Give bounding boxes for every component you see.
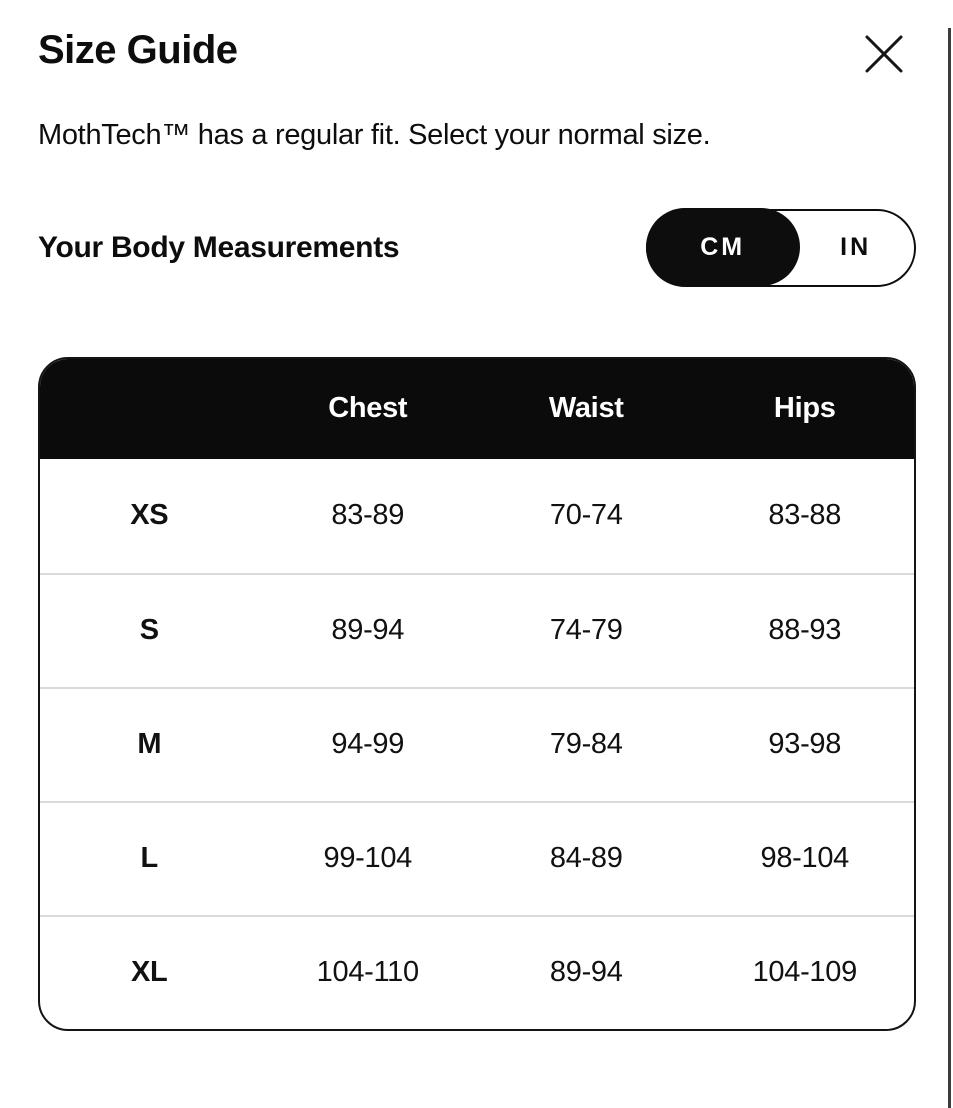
waist-cell: 74-79: [549, 614, 623, 647]
close-button[interactable]: [862, 32, 906, 76]
waist-cell: 70-74: [549, 499, 623, 532]
dialog-header: [38, 28, 916, 76]
hips-cell: 93-98: [768, 728, 842, 761]
hips-cell: 98-104: [760, 842, 849, 875]
table-row: [40, 801, 914, 915]
chest-cell: 99-104: [323, 842, 412, 875]
size-cell: S: [139, 614, 159, 647]
size-table-header-row: [40, 359, 914, 459]
chest-cell: 94-99: [331, 728, 405, 761]
fit-description: MothTech™ has a regular fit. Select your normal size.: [38, 119, 711, 151]
dialog-title: Size Guide: [38, 28, 238, 72]
size-cell: XS: [130, 499, 169, 532]
measurements-heading: Your Body Measurements: [38, 230, 400, 264]
chest-cell: 89-94: [331, 614, 405, 647]
waist-cell: 79-84: [549, 728, 623, 761]
waist-cell: 89-94: [549, 956, 623, 989]
waist-cell: 84-89: [549, 842, 623, 875]
column-header-waist: Waist: [548, 392, 624, 425]
size-cell: M: [137, 728, 162, 761]
size-cell: L: [140, 842, 158, 875]
table-row: [40, 459, 914, 573]
size-cell: XL: [131, 956, 168, 989]
column-header-chest: Chest: [328, 392, 408, 425]
column-header-hips: Hips: [773, 392, 836, 425]
screen-right-edge-line: [948, 28, 951, 1108]
unit-toggle[interactable]: [646, 209, 916, 287]
close-icon: [862, 32, 906, 76]
hips-cell: 88-93: [768, 614, 842, 647]
toggle-option-in[interactable]: IN: [840, 233, 872, 262]
hips-cell: 104-109: [752, 956, 857, 989]
table-row: [40, 687, 914, 801]
size-table: [38, 357, 916, 1031]
chest-cell: 83-89: [331, 499, 405, 532]
measurements-section-header: [38, 209, 916, 287]
table-row: [40, 573, 914, 687]
size-guide-dialog: [0, 28, 953, 1031]
chest-cell: 104-110: [316, 956, 419, 989]
toggle-option-cm[interactable]: CM: [646, 208, 800, 286]
hips-cell: 83-88: [768, 499, 842, 532]
table-row: [40, 915, 914, 1029]
